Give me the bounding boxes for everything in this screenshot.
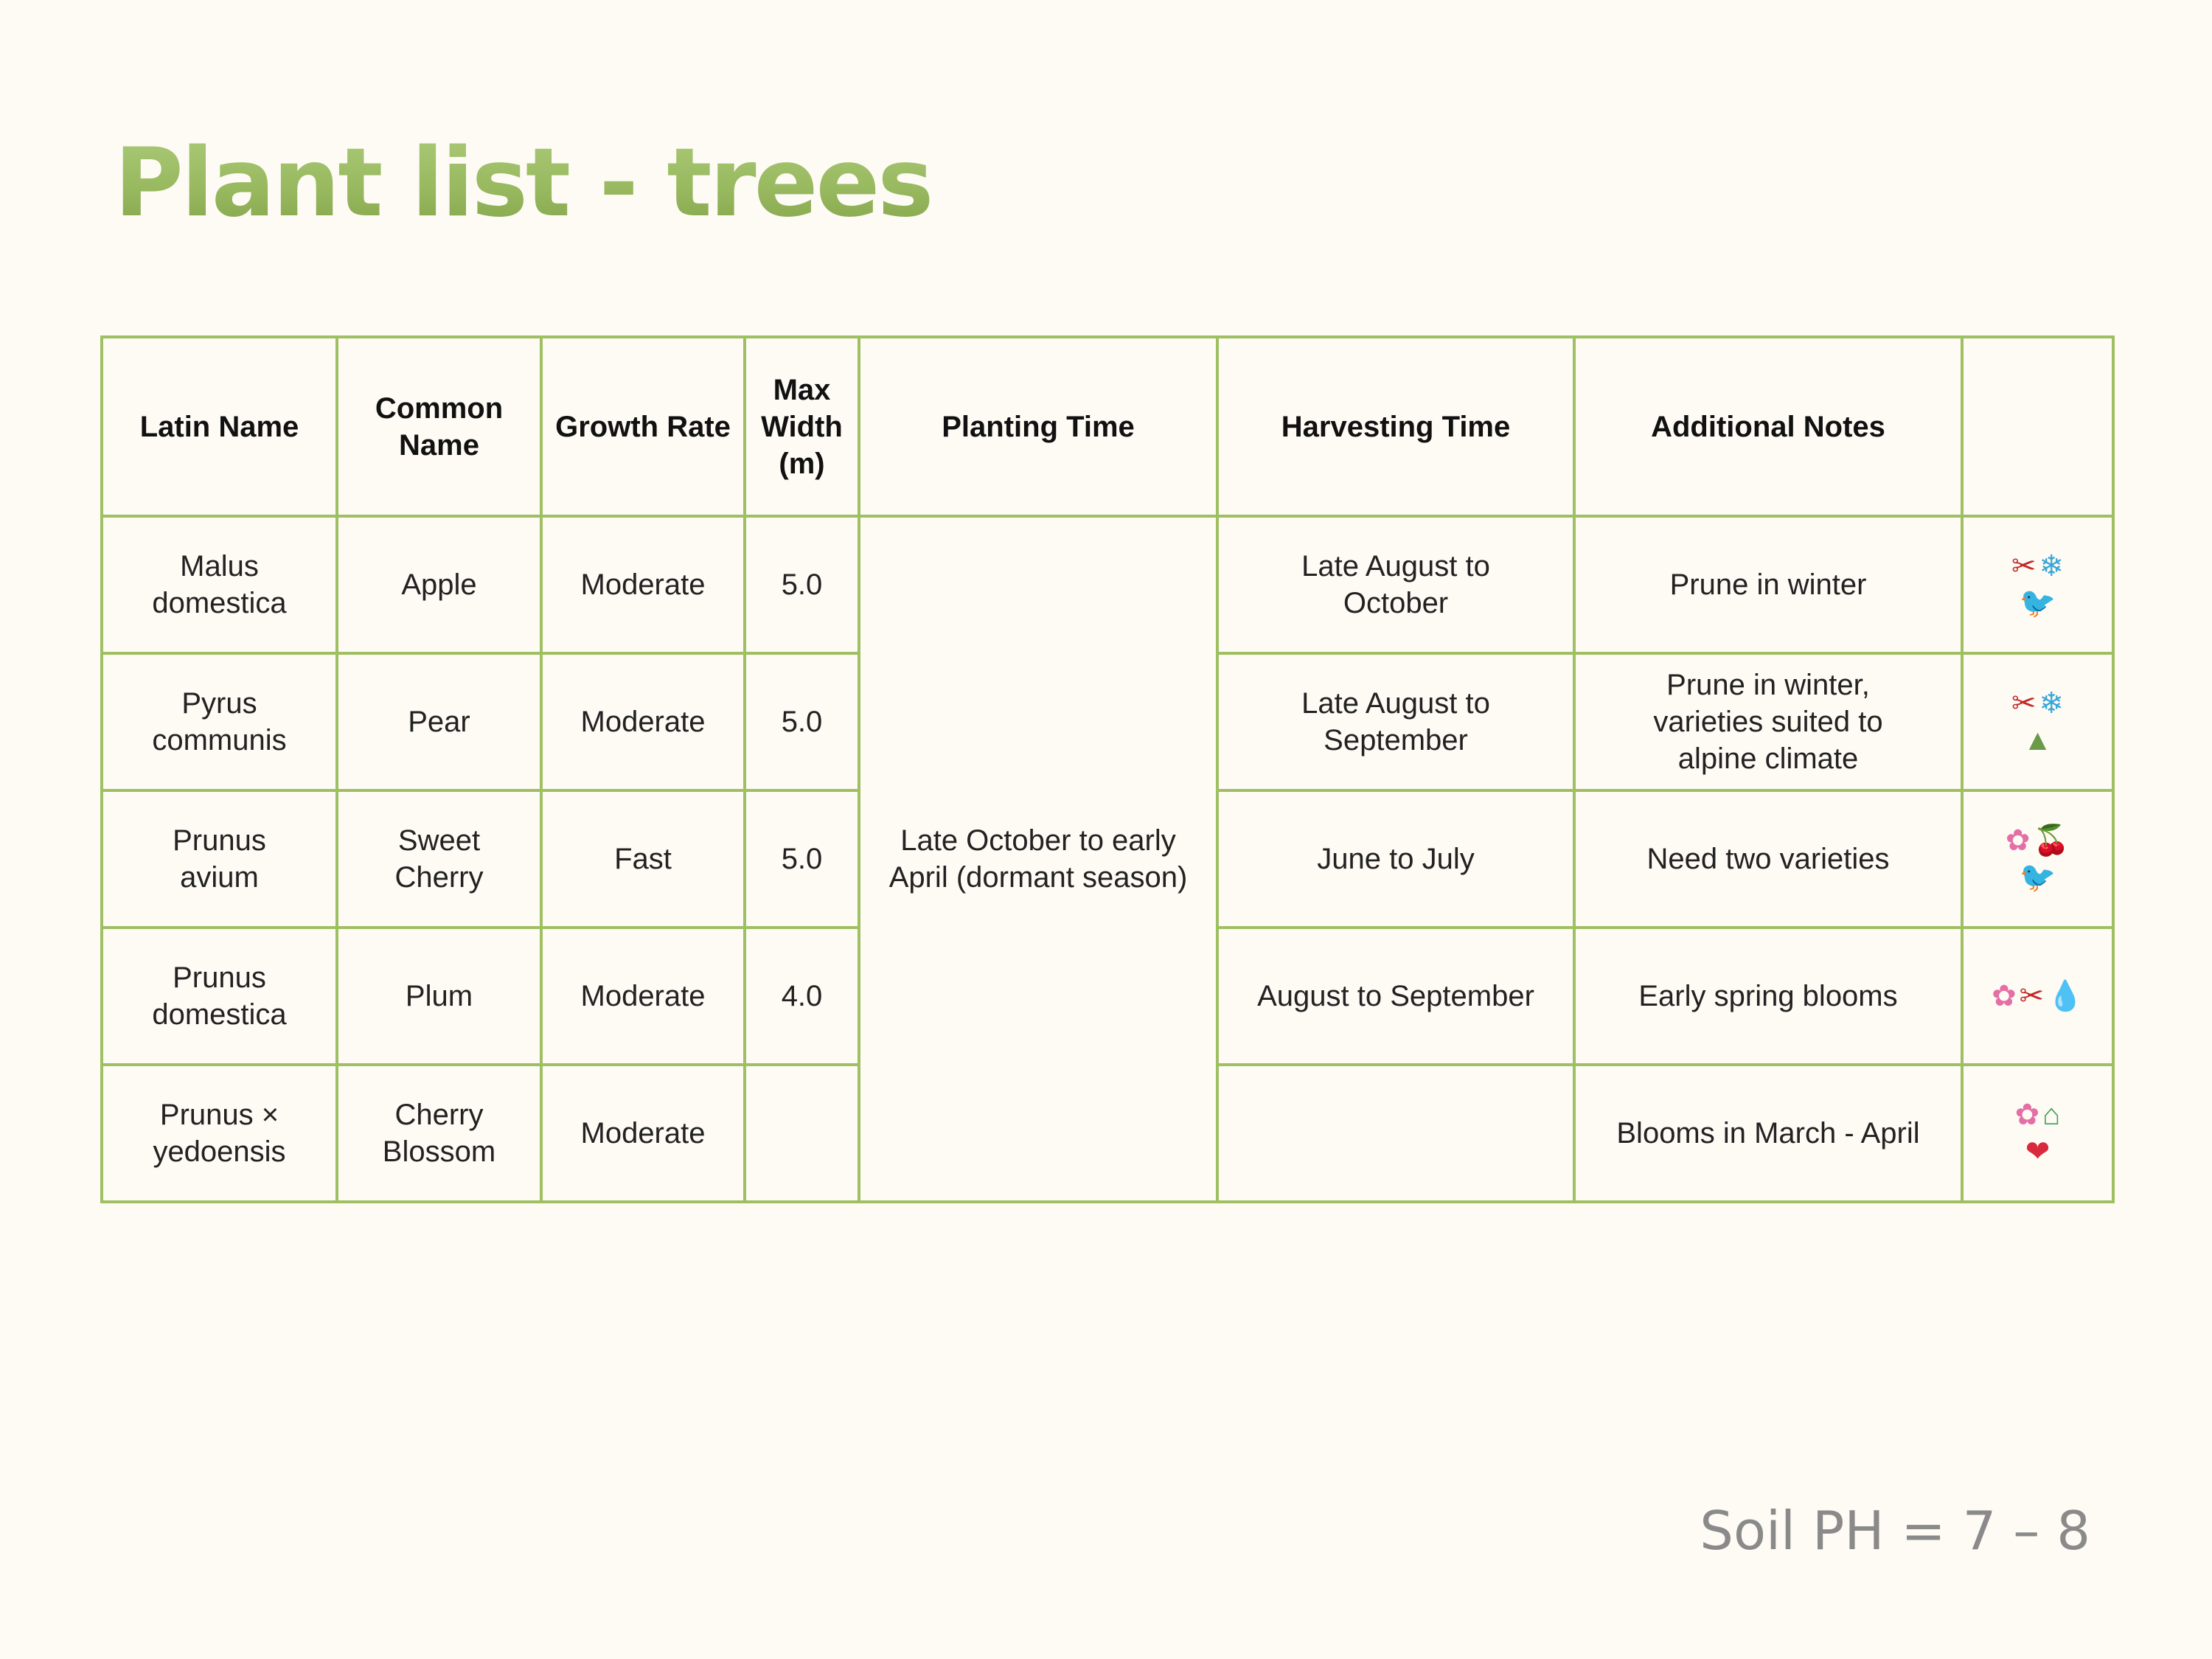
latin-name-cell: Prunus domestica [102, 928, 337, 1065]
header-growth-rate: Growth Rate [541, 337, 745, 516]
latin-name-cell: Malus domestica [102, 516, 337, 653]
common-name-cell: Sweet Cherry [337, 790, 541, 928]
latin-name-cell: Prunus × yedoensis [102, 1065, 337, 1202]
plant-table [100, 335, 2115, 1203]
icons-cell [1962, 653, 2113, 790]
cherry-icon: 🍒 [2033, 824, 2070, 857]
icons-cell [1962, 928, 2113, 1065]
max-width-cell: 5.0 [745, 516, 859, 653]
harvesting-time-cell [1217, 1065, 1574, 1202]
max-width-cell [745, 1065, 859, 1202]
notes-cell: Early spring blooms [1574, 928, 1962, 1065]
growth-rate-cell: Moderate [541, 928, 745, 1065]
bird-icon: 🐦 [2019, 587, 2056, 619]
table-row [102, 516, 2113, 653]
notes-cell: Need two varieties [1574, 790, 1962, 928]
scissors-icon: ✂ [2019, 980, 2045, 1012]
latin-name-cell: Prunus avium [102, 790, 337, 928]
house-icon: ⌂ [2042, 1099, 2061, 1131]
max-width-cell: 5.0 [745, 653, 859, 790]
header-icons [1962, 337, 2113, 516]
notes-cell: Blooms in March - April [1574, 1065, 1962, 1202]
common-name-cell: Cherry Blossom [337, 1065, 541, 1202]
flower-icon: ✿ [1992, 980, 2017, 1012]
header-latin-name: Latin Name [102, 337, 337, 516]
common-name-cell: Plum [337, 928, 541, 1065]
icons-cell [1962, 1065, 2113, 1202]
max-width-cell: 5.0 [745, 790, 859, 928]
notes-cell: Prune in winter [1574, 516, 1962, 653]
header-common-name: Common Name [337, 337, 541, 516]
notes-cell: Prune in winter, varieties suited to alpine climate [1574, 653, 1962, 790]
page-title: Plant list - trees [114, 128, 932, 238]
icons-cell [1962, 516, 2113, 653]
heart-icon: ❤ [2025, 1135, 2051, 1168]
snowflake-icon: ❄ [2039, 550, 2065, 582]
bird-icon: 🐦 [2019, 861, 2056, 894]
header-max-width: Max Width (m) [745, 337, 859, 516]
harvesting-time-cell: Late August to September [1217, 653, 1574, 790]
harvesting-time-cell: August to September [1217, 928, 1574, 1065]
growth-rate-cell: Moderate [541, 653, 745, 790]
growth-rate-cell: Moderate [541, 1065, 745, 1202]
planting-time-cell: Late October to early April (dormant season) [859, 516, 1217, 1202]
flower-icon: ✿ [2005, 824, 2031, 857]
common-name-cell: Apple [337, 516, 541, 653]
header-additional-notes: Additional Notes [1574, 337, 1962, 516]
scissors-icon: ✂ [2011, 687, 2037, 720]
mountain-icon: ▲ [2023, 724, 2053, 757]
header-harvesting-time: Harvesting Time [1217, 337, 1574, 516]
droplet-icon: 💧 [2047, 980, 2084, 1012]
max-width-cell: 4.0 [745, 928, 859, 1065]
harvesting-time-cell: Late August to October [1217, 516, 1574, 653]
header-planting-time: Planting Time [859, 337, 1217, 516]
harvesting-time-cell: June to July [1217, 790, 1574, 928]
icons-cell [1962, 790, 2113, 928]
table-header-row [102, 337, 2113, 516]
growth-rate-cell: Fast [541, 790, 745, 928]
growth-rate-cell: Moderate [541, 516, 745, 653]
soil-ph-note: Soil PH = 7 – 8 [1700, 1500, 2090, 1562]
latin-name-cell: Pyrus communis [102, 653, 337, 790]
flower-icon: ✿ [2014, 1099, 2040, 1131]
common-name-cell: Pear [337, 653, 541, 790]
scissors-icon: ✂ [2011, 550, 2037, 582]
snowflake-icon: ❄ [2039, 687, 2065, 720]
